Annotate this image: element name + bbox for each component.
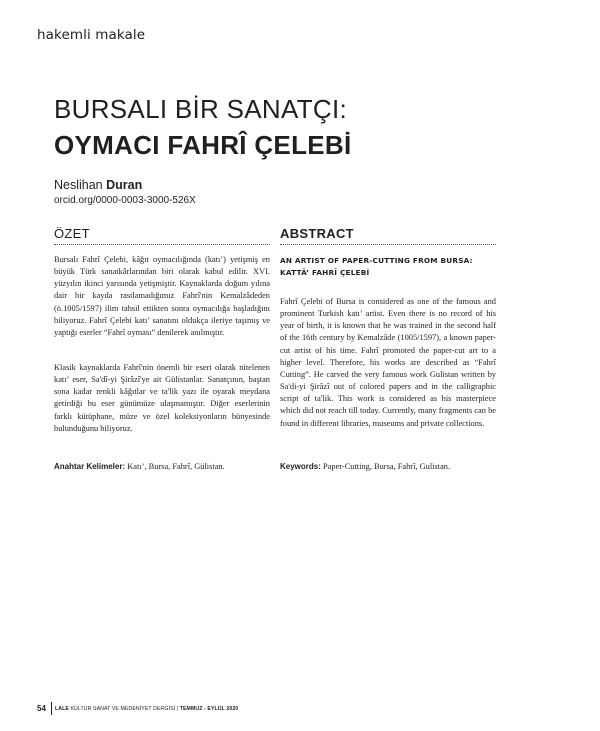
page-number: 54 [37, 704, 46, 713]
abstract-keywords-text: Paper-Cutting, Bursa, Fahrî, Gulistan. [323, 462, 451, 471]
ozet-paragraph-1: Bursalı Fahrî Çelebi, kâğıt oymacılığında (katı’) yetişmiş en büyük Türk sanatkârlarından biri olarak kabul edilir. XVI. yüzyılın ikinci yarısında yetişmiştir. Kaynaklarda doğum yılına dair bir kayda rastlamadığımız Fahrî'nin Kemalzâdeden (ö.1005/1597) ilim tahsil ettikten sonra oymacılığa başladığını biliyoruz. Fahrî Çelebi katı’ sanatını oldukça ileriye taşımış ve yaptığı eserler “Fahrî oyması” denilerek anılmıştır. [54, 255, 270, 337]
article-title-line-2: OYMACI FAHRÎ ÇELEBİ [54, 130, 352, 160]
ozet-heading: ÖZET [54, 226, 90, 241]
ozet-paragraph-2: Klasik kaynaklarda Fahrî'nin önemli bir eseri olarak nitelenen katı’ eser, Sa'dî-yi Şirâzî'ye ait Gülistanlar. Sanatçının, baştan sona kadar renkli kâğıtlar ve ta'lik yazı ile oyarak meydana getirdiği bu eser günümüze ulaşmamıştır. Diğer eserlerinin farklı kütüphane, müze ve özel koleksiyonların bünyesinde bulunduğunu biliyoruz. [54, 363, 270, 433]
abstract-title [280, 255, 496, 279]
journal-name: KÜLTÜR SANAT VE MEDENİYET DERGİSİ | [70, 706, 179, 712]
ozet-keywords-text: Katı’, Bursa, Fahrî, Gülistan. [127, 462, 225, 471]
author-last-name: Duran [106, 178, 143, 192]
orcid-link[interactable]: orcid.org/0000-0003-3000-526X [54, 195, 196, 206]
journal-brand: LALE [55, 706, 69, 712]
abstract-paragraph: Fahrî Çelebi of Bursa is considered as one of the famous and prominent Turkish katı’ artist. Even there is no record of his year of birth, it is known that he was trained in the second half of the 16th century by Kemalzâde (1005/1597), a known paper-cut artist of his time. Fahrî promoted the paper-cut art to a higher level. Therefore, his works are described as “Fahrî Cutting”. He carved the very famous work Gulistan written by Sa'di-yi Şirâzî out of colored papers and in the calligraphic script of ta'lik. This work is considered as his masterpiece which did not reach till today. Currently, many fragments can be found in different libraries, museums and private collections. [280, 297, 496, 428]
ozet-keywords-label: Anahtar Kelimeler: [54, 462, 126, 471]
journal-issue: TEMMUZ - EYLÜL 2020 [179, 706, 239, 712]
abstract-title-line-1: AN ARTIST OF PAPER-CUTTING FROM BURSA: [280, 256, 473, 265]
journal-footer [55, 706, 238, 712]
abstract-divider [280, 244, 496, 245]
ozet-keywords [54, 462, 270, 471]
footer-divider [51, 702, 52, 715]
abstract-heading: ABSTRACT [280, 226, 354, 241]
abstract-keywords [280, 462, 496, 471]
author-first-name: Neslihan [54, 178, 103, 192]
section-label: hakemli makale [37, 27, 146, 43]
abstract-keywords-label: Keywords: [280, 462, 321, 471]
abstract-title-line-2: KATTÂ’ FAHRÎ ÇELEBİ [280, 268, 370, 277]
article-title-line-1: BURSALI BİR SANATÇI: [54, 94, 348, 124]
ozet-divider [54, 244, 270, 245]
author-name [54, 178, 142, 192]
